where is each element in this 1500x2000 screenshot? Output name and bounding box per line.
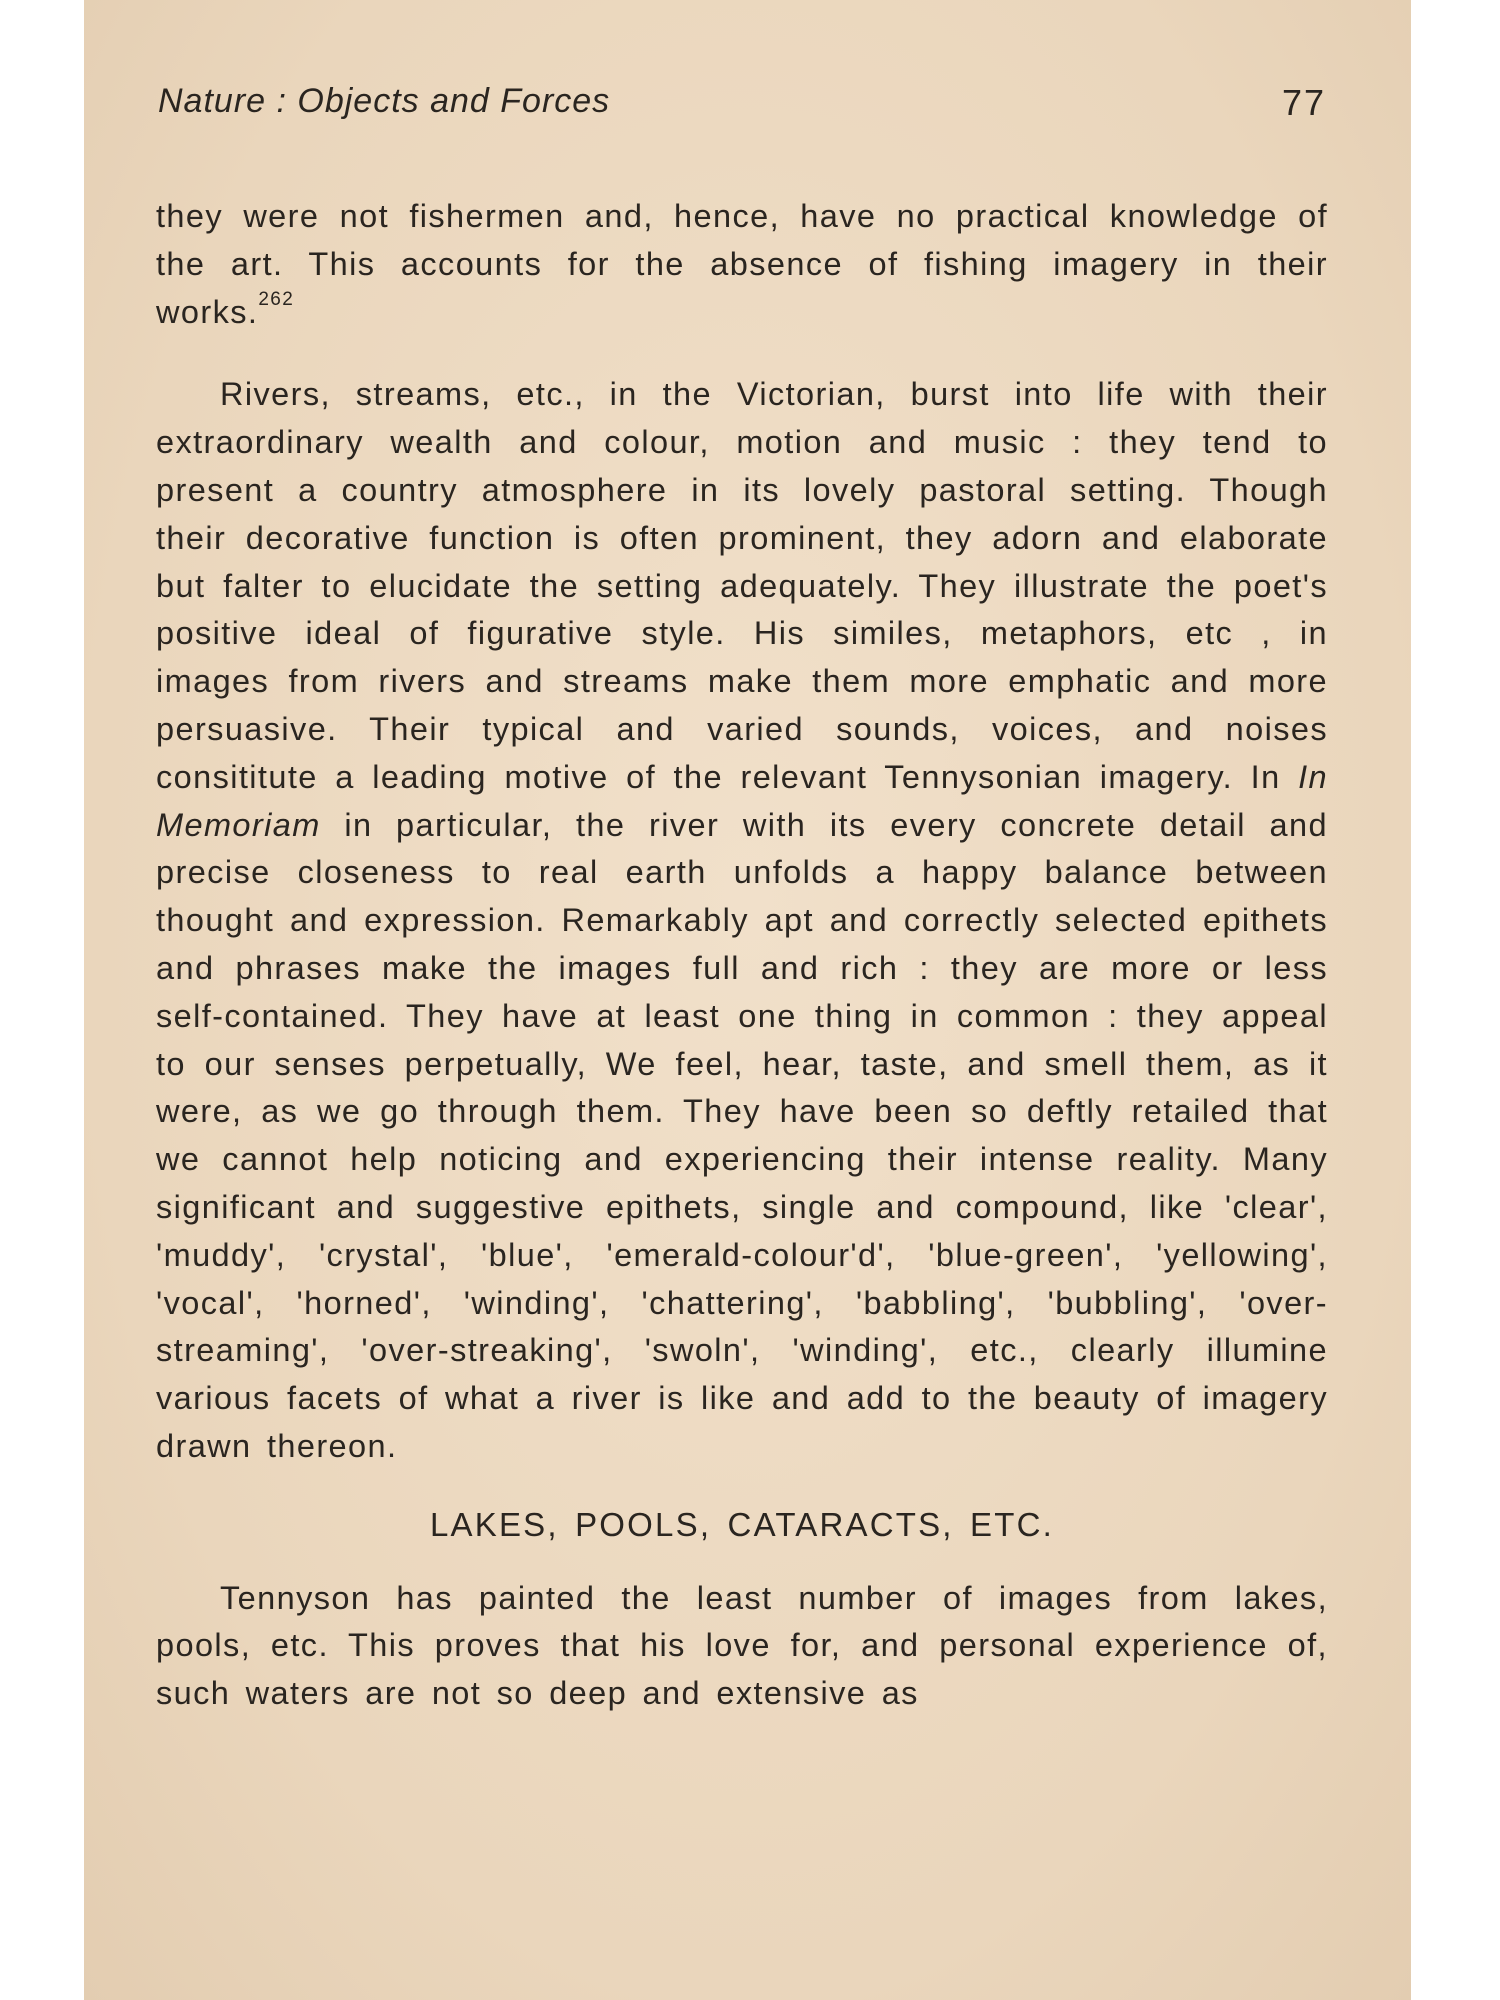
paragraph-text: they were not fishermen and, hence, have no practical knowledge of the art. This accounts for the absence of fishing imagery in their works. xyxy=(156,198,1328,330)
paragraph-lakes xyxy=(156,1575,1328,1718)
book-page xyxy=(84,0,1411,2000)
footnote-marker: 262 xyxy=(258,288,295,310)
section-heading: LAKES, POOLS, CATARACTS, ETC. xyxy=(429,1505,1055,1543)
paragraph-rivers xyxy=(156,371,1328,1470)
paragraph-text: Rivers, streams, etc., in the Victorian, burst into life with their extraordinary wealth and colour, motion and music : they tend to present a country atmosphere in its lovely pastoral setting. Though their decorative function is often prominent, they adorn and elaborate but falter to elucidate the setting adequately. They illustrate the poet's positive ideal of figurative style. His similes, metaphors, etc , in images from rivers and streams make them more emphatic and more persuasive. Their typical and varied sounds, voices, and noises consititute a leading motive of the relevant Tennysonian imagery. In xyxy=(156,376,1328,795)
paragraph-text: in particular, the river with its every concrete detail and precise closeness to real earth unfolds a happy balance between thought and expression. Remarkably apt and correctly selected epithets and phrases make the images full and rich : they are more or less self-contained. They have at least one thing in common : they appeal to our senses perpetually, We feel, hear, taste, and smell them, as it were, as we go through them. They have been so deftly retailed that we cannot help noticing and experiencing their intense reality. Many significant and suggestive epithets, single and compound, like 'clear', 'muddy', 'crystal', 'blue', 'emerald-colour'd', 'blue-green', 'yellowing', 'vocal', 'horned', 'winding', 'chattering', 'babbling', 'bubbling', 'over-streaming', 'over-streaking', 'swoln', 'winding', etc., clearly illumine various facets of what a river is like and add to the beauty of imagery drawn thereon. xyxy=(156,806,1328,1464)
work-title: In Memoriam xyxy=(156,758,1328,843)
running-head xyxy=(158,82,1326,132)
running-head-title: Nature : Objects and Forces xyxy=(158,82,611,120)
page-number: 77 xyxy=(1281,82,1326,123)
paragraph-text: Tennyson has painted the least number of images from lakes, pools, etc. This proves that his love for, and personal experience of, such waters are not so deep and extensive as xyxy=(156,1579,1328,1712)
body-text xyxy=(156,193,1328,1718)
paragraph-continuation xyxy=(156,193,1328,336)
